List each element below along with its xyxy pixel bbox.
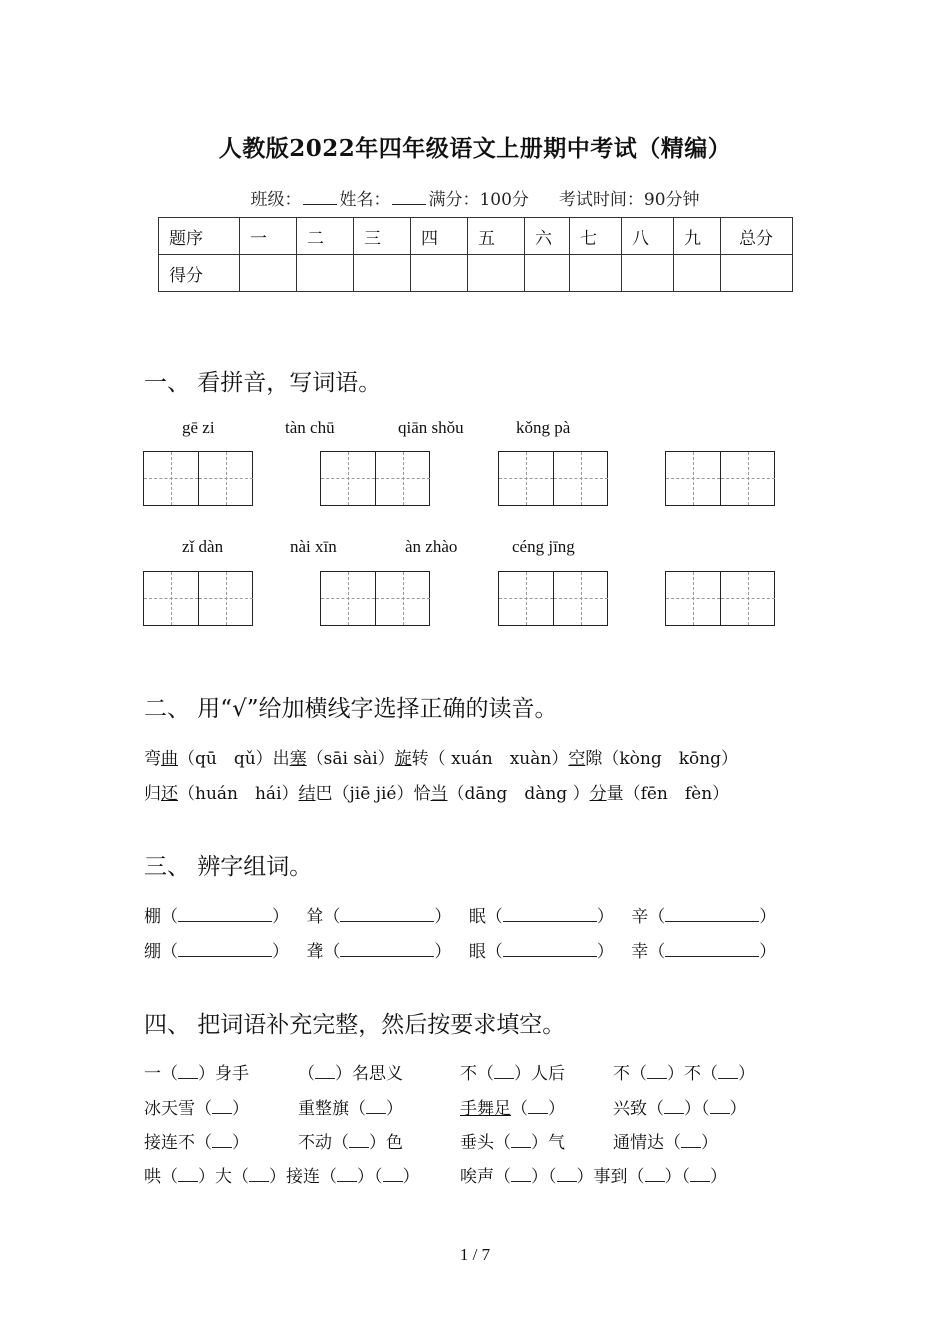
text: ）（ bbox=[531, 1167, 557, 1187]
answer-blank[interactable] bbox=[178, 1064, 198, 1079]
answer-blank[interactable] bbox=[249, 1167, 269, 1182]
idiom-item bbox=[613, 1128, 718, 1153]
text: ）色 bbox=[369, 1133, 403, 1153]
pinyin-label: àn zhào bbox=[405, 537, 458, 556]
bracket: ） bbox=[434, 907, 452, 927]
writing-grid[interactable] bbox=[665, 571, 775, 626]
text: 弯 bbox=[144, 749, 161, 769]
class-label: 班级： bbox=[250, 190, 302, 210]
idiom-item bbox=[460, 1059, 565, 1084]
exam-info bbox=[0, 185, 950, 210]
score-cell[interactable] bbox=[354, 255, 411, 292]
text: 哄（ bbox=[144, 1167, 178, 1187]
text: 不动（ bbox=[298, 1133, 349, 1153]
pinyin-choice[interactable]: 转（ xuán xuàn） bbox=[411, 749, 569, 769]
text: 冰天雪（ bbox=[144, 1099, 212, 1119]
header-cell: 八 bbox=[622, 218, 674, 255]
idiom-item bbox=[144, 1162, 420, 1187]
idiom-item bbox=[613, 1059, 755, 1084]
underlined-char: 曲 bbox=[161, 749, 178, 769]
answer-blank[interactable] bbox=[528, 1099, 548, 1114]
bracket: ） bbox=[434, 942, 452, 962]
underlined-char: 当 bbox=[430, 784, 448, 804]
header-cell: 六 bbox=[525, 218, 570, 255]
text: 兴致（ bbox=[613, 1099, 664, 1119]
bracket: ） bbox=[272, 942, 289, 962]
text: ） bbox=[738, 1064, 755, 1084]
bracket: ） bbox=[759, 942, 777, 962]
text: ） bbox=[710, 1167, 727, 1187]
text: 一（ bbox=[144, 1064, 178, 1084]
score-cell[interactable] bbox=[240, 255, 297, 292]
answer-blank[interactable] bbox=[718, 1064, 738, 1079]
idiom-item bbox=[144, 1128, 249, 1153]
header-cell: 七 bbox=[570, 218, 622, 255]
idiom-item bbox=[460, 1128, 565, 1153]
score-cell[interactable] bbox=[525, 255, 570, 292]
text: ）接连（ bbox=[269, 1167, 337, 1187]
char-prompt: 眼（ bbox=[468, 942, 503, 962]
pinyin-label: céng jīng bbox=[512, 537, 575, 556]
text: 重整旗（ bbox=[298, 1099, 366, 1119]
text: ）事到（ bbox=[576, 1167, 645, 1187]
writing-grid[interactable] bbox=[498, 571, 608, 626]
pinyin-label: kǒng pà bbox=[516, 418, 571, 437]
score-cell[interactable] bbox=[674, 255, 721, 292]
section-2-heading: 二、 用“√”给加横线字选择正确的读音。 bbox=[144, 696, 558, 722]
header-cell: 九 bbox=[674, 218, 721, 255]
text: ） bbox=[402, 1167, 420, 1187]
writing-grid[interactable] bbox=[143, 451, 253, 506]
answer-blank[interactable] bbox=[664, 1099, 684, 1114]
answer-blank[interactable] bbox=[315, 1064, 335, 1079]
answer-blank[interactable] bbox=[557, 1167, 577, 1182]
name-blank[interactable] bbox=[392, 190, 426, 205]
text: ）身手 bbox=[198, 1064, 249, 1084]
score-cell[interactable] bbox=[570, 255, 622, 292]
text: ） bbox=[386, 1099, 403, 1119]
pinyin-label: nài xīn bbox=[290, 537, 337, 556]
char-prompt: 眠（ bbox=[468, 907, 503, 927]
char-prompt: 棚（ bbox=[144, 907, 178, 927]
answer-blank[interactable] bbox=[710, 1099, 730, 1114]
pinyin-choice[interactable]: （huán hái） bbox=[178, 784, 299, 804]
writing-grid[interactable] bbox=[320, 571, 430, 626]
pinyin-choice[interactable]: （dāng dàng ） bbox=[447, 784, 590, 804]
answer-blank[interactable] bbox=[511, 1167, 531, 1182]
pinyin-label: qiān shǒu bbox=[398, 418, 464, 437]
text: 归 bbox=[144, 784, 161, 804]
writing-grid[interactable] bbox=[143, 571, 253, 626]
answer-blank[interactable] bbox=[340, 942, 434, 957]
answer-blank[interactable] bbox=[178, 1167, 198, 1182]
page-title: 人教版2022年四年级语文上册期中考试（精编） bbox=[218, 135, 732, 162]
score-cell[interactable] bbox=[468, 255, 525, 292]
answer-blank[interactable] bbox=[178, 907, 272, 922]
idiom-item bbox=[144, 1094, 249, 1119]
score-table-row bbox=[159, 255, 793, 292]
idiom-item bbox=[460, 1094, 565, 1119]
char-prompt: 耸（ bbox=[306, 907, 341, 927]
text: ） bbox=[232, 1133, 249, 1153]
name-label: 姓名： bbox=[339, 190, 391, 210]
answer-blank[interactable] bbox=[178, 942, 272, 957]
answer-blank[interactable] bbox=[690, 1167, 710, 1182]
pinyin-choice[interactable]: 巴（jiē jié）恰 bbox=[315, 784, 431, 804]
reading-line-1 bbox=[144, 744, 738, 769]
char-prompt: 幸（ bbox=[631, 942, 666, 962]
answer-blank[interactable] bbox=[503, 942, 597, 957]
answer-blank[interactable] bbox=[665, 907, 759, 922]
score-table bbox=[158, 217, 793, 292]
text: 不（ bbox=[460, 1064, 494, 1084]
answer-blank[interactable] bbox=[511, 1133, 531, 1148]
answer-blank[interactable] bbox=[340, 907, 434, 922]
score-table-header bbox=[159, 218, 793, 255]
bracket: ） bbox=[759, 907, 777, 927]
pinyin-label: gē zi bbox=[182, 418, 215, 437]
answer-blank[interactable] bbox=[681, 1133, 701, 1148]
score-cell[interactable] bbox=[411, 255, 468, 292]
bracket: ） bbox=[596, 942, 614, 962]
bracket: ） bbox=[596, 907, 614, 927]
section-3-heading: 三、 辨字组词。 bbox=[144, 854, 313, 880]
text: 通情达（ bbox=[613, 1133, 681, 1153]
underlined-char: 塞 bbox=[289, 749, 307, 769]
page-number: 1 / 7 bbox=[459, 1245, 491, 1264]
text: 垂头（ bbox=[460, 1133, 511, 1153]
score-label: 满分：100分 bbox=[428, 190, 529, 210]
answer-blank[interactable] bbox=[366, 1099, 386, 1114]
text: （ bbox=[511, 1099, 528, 1119]
pinyin-label: tàn chū bbox=[285, 418, 335, 437]
text: ）人后 bbox=[514, 1064, 565, 1084]
char-prompt: 聋（ bbox=[306, 942, 341, 962]
idiom-item bbox=[298, 1128, 403, 1153]
pinyin-choice[interactable]: （sāi sài） bbox=[306, 749, 395, 769]
answer-blank[interactable] bbox=[383, 1167, 403, 1182]
underlined-char: 还 bbox=[161, 784, 178, 804]
text: ）（ bbox=[664, 1167, 690, 1187]
underlined-char: 分 bbox=[589, 784, 607, 804]
text: ） bbox=[729, 1099, 747, 1119]
char-prompt: 辛（ bbox=[631, 907, 666, 927]
idiom-item bbox=[144, 1059, 249, 1084]
idiom-item bbox=[613, 1094, 747, 1119]
text: ）大（ bbox=[198, 1167, 249, 1187]
idiom-item bbox=[298, 1059, 403, 1084]
text: ） bbox=[232, 1099, 249, 1119]
answer-blank[interactable] bbox=[494, 1064, 514, 1079]
underlined-char: 结 bbox=[298, 784, 316, 804]
text: 接连不（ bbox=[144, 1133, 212, 1153]
text: ）不（ bbox=[667, 1064, 718, 1084]
header-cell: 总分 bbox=[721, 218, 793, 255]
text: ） bbox=[701, 1133, 718, 1153]
text: ）名思义 bbox=[335, 1064, 403, 1084]
answer-blank[interactable] bbox=[647, 1064, 667, 1079]
header-cell: 题序 bbox=[159, 218, 240, 255]
answer-blank[interactable] bbox=[349, 1133, 369, 1148]
writing-grid[interactable] bbox=[665, 451, 775, 506]
header-cell: 三 bbox=[354, 218, 411, 255]
text: ）气 bbox=[531, 1133, 565, 1153]
time-label: 考试时间：90分钟 bbox=[558, 190, 700, 210]
underlined-char: 空 bbox=[568, 749, 586, 769]
answer-blank[interactable] bbox=[645, 1167, 665, 1182]
pinyin-label: zǐ dàn bbox=[182, 537, 224, 556]
header-cell: 二 bbox=[297, 218, 354, 255]
class-blank[interactable] bbox=[303, 190, 337, 205]
text: ）（ bbox=[357, 1167, 383, 1187]
char-prompt: 绷（ bbox=[144, 942, 178, 962]
idiom-item bbox=[460, 1162, 727, 1187]
score-cell[interactable] bbox=[622, 255, 674, 292]
row-label: 得分 bbox=[159, 255, 240, 292]
section-1-heading: 一、 看拼音，写词语。 bbox=[144, 370, 382, 396]
word-group-row-1 bbox=[144, 902, 776, 927]
answer-blank[interactable] bbox=[665, 942, 759, 957]
section-4-heading: 四、 把词语补充完整，然后按要求填空。 bbox=[144, 1012, 566, 1038]
score-cell[interactable] bbox=[297, 255, 354, 292]
text: ）（ bbox=[684, 1099, 710, 1119]
word-group-row-2 bbox=[144, 937, 776, 962]
answer-blank[interactable] bbox=[337, 1167, 357, 1182]
pinyin-choice[interactable]: 量（fēn fèn） bbox=[606, 784, 730, 804]
text: （ bbox=[298, 1064, 315, 1084]
header-cell: 一 bbox=[240, 218, 297, 255]
writing-grid[interactable] bbox=[320, 451, 430, 506]
header-cell: 五 bbox=[468, 218, 525, 255]
pinyin-choice[interactable]: 隙（kòng kōng） bbox=[585, 749, 739, 769]
header-cell: 四 bbox=[411, 218, 468, 255]
pinyin-choice[interactable]: （qū qǔ）出 bbox=[178, 749, 290, 769]
text: 唉声（ bbox=[460, 1167, 511, 1187]
score-cell[interactable] bbox=[721, 255, 793, 292]
text: ） bbox=[548, 1099, 565, 1119]
bracket: ） bbox=[272, 907, 289, 927]
underlined-text: 手舞足 bbox=[460, 1099, 511, 1119]
answer-blank[interactable] bbox=[212, 1133, 232, 1148]
idiom-item bbox=[298, 1094, 403, 1119]
writing-grid[interactable] bbox=[498, 451, 608, 506]
text: 不（ bbox=[613, 1064, 647, 1084]
answer-blank[interactable] bbox=[503, 907, 597, 922]
underlined-char: 旋 bbox=[394, 749, 412, 769]
reading-line-2 bbox=[144, 779, 729, 804]
answer-blank[interactable] bbox=[212, 1099, 232, 1114]
